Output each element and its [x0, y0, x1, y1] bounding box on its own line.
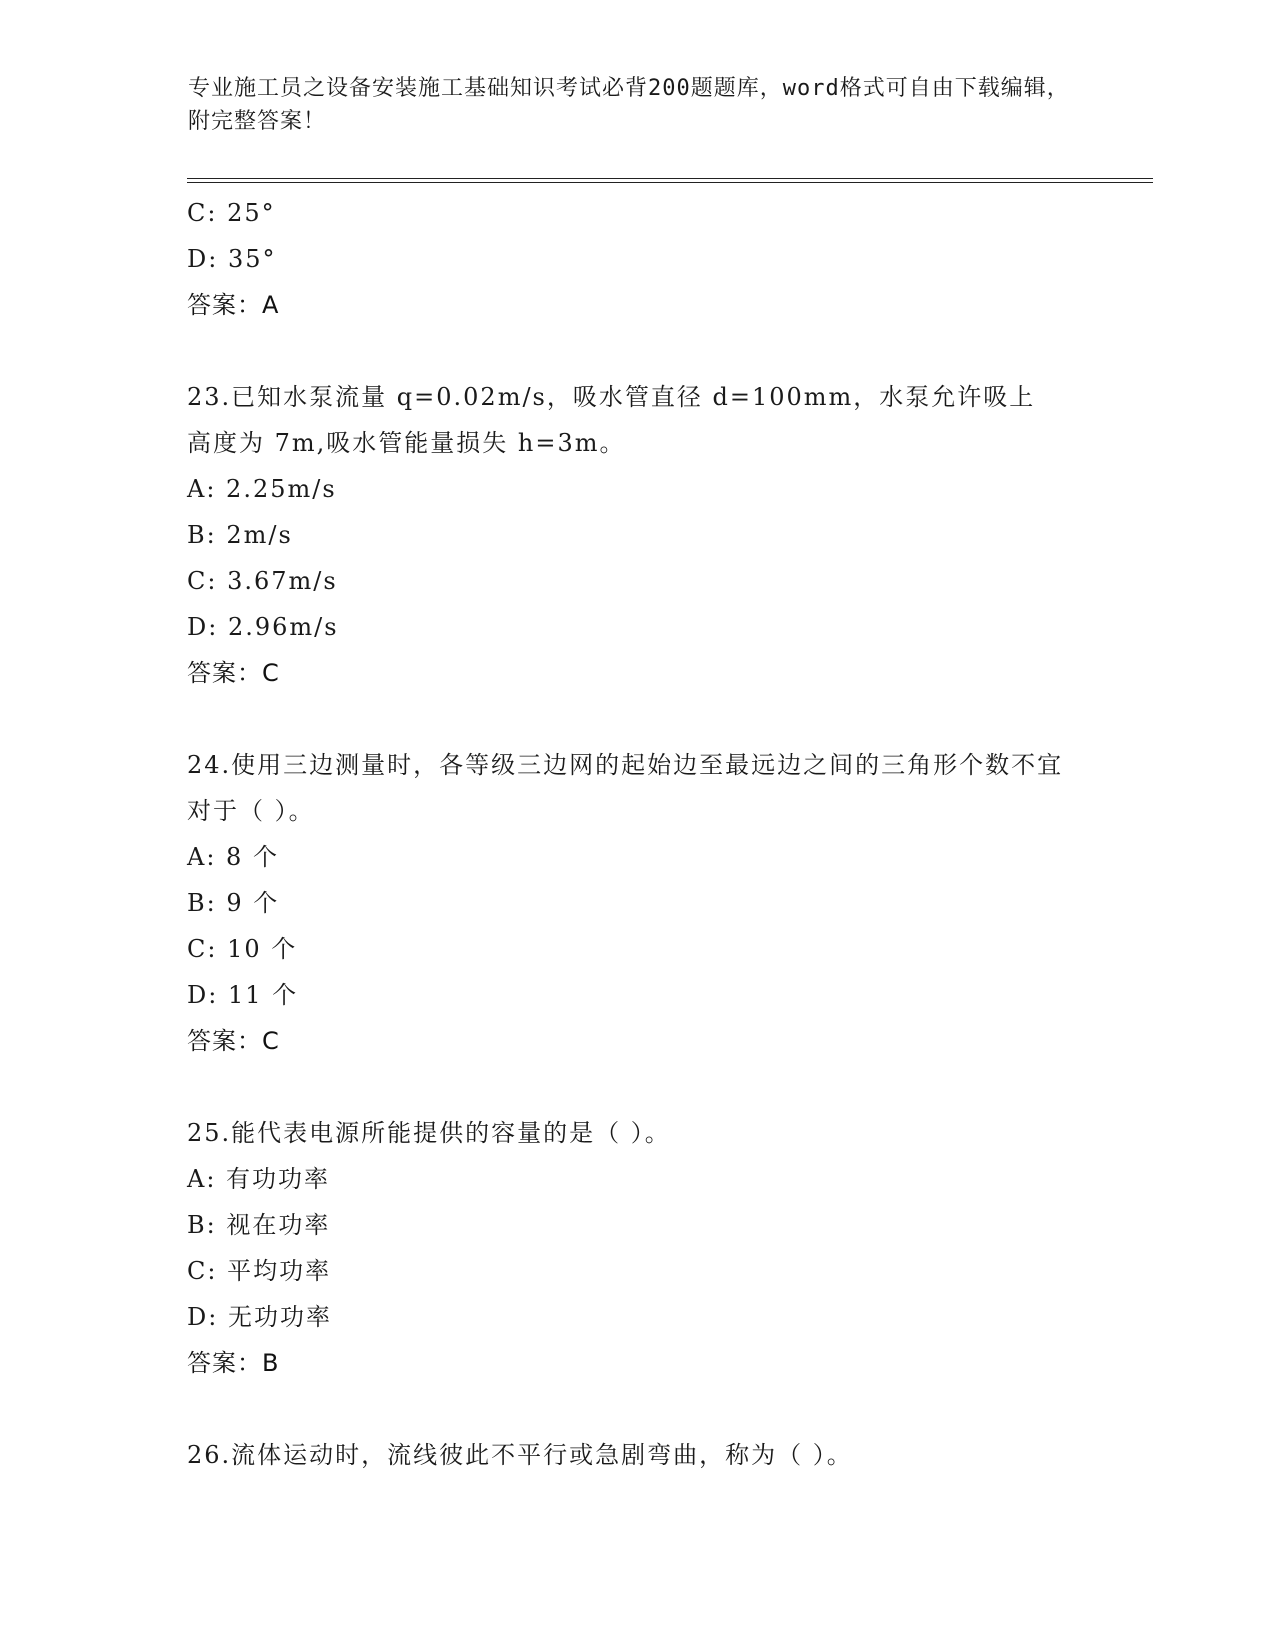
- spacer: [187, 1064, 1087, 1110]
- spacer: [187, 1386, 1087, 1432]
- answer-label: 答案：C: [187, 659, 280, 687]
- option-c: C: 25°: [187, 199, 276, 227]
- answer-label: 答案：C: [187, 1027, 280, 1055]
- question-stem: 23.已知水泵流量 q=0.02m/s，吸水管直径 d=100mm，水泵允许吸上高度为 7m,吸水管能量损失 h=3m。: [187, 383, 1036, 457]
- option-d: D: 11 个: [187, 981, 299, 1009]
- spacer: [187, 328, 1087, 374]
- question-25: [187, 1110, 1087, 1386]
- header-double-rule: [187, 178, 1153, 183]
- option-c: C: 3.67m/s: [187, 567, 338, 595]
- option-a: A: 有功功率: [187, 1165, 331, 1193]
- option-d: D: 2.96m/s: [187, 613, 339, 641]
- option-d: D: 35°: [187, 245, 277, 273]
- question-24: [187, 742, 1087, 1064]
- question-26: [187, 1432, 1087, 1478]
- option-b: B: 9 个: [187, 889, 280, 917]
- option-b: B: 2m/s: [187, 521, 293, 549]
- option-d: D: 无功功率: [187, 1303, 332, 1331]
- option-c: C: 平均功率: [187, 1257, 332, 1285]
- document-header-title: 专业施工员之设备安装施工基础知识考试必背200题题库，word格式可自由下载编辑，附完整答案！: [188, 76, 1070, 134]
- option-c: C: 10 个: [187, 935, 298, 963]
- option-b: B: 视在功率: [187, 1211, 331, 1239]
- question-list: [187, 190, 1087, 1478]
- option-a: A: 2.25m/s: [187, 475, 337, 503]
- question-stem: 24.使用三边测量时，各等级三边网的起始边至最远边之间的三角形个数不宜对于（ ）。: [187, 751, 1064, 825]
- answer-label: 答案：A: [187, 291, 280, 319]
- question-stem: 25.能代表电源所能提供的容量的是（ ）。: [187, 1119, 671, 1147]
- spacer: [187, 696, 1087, 742]
- question-stem: 26.流体运动时，流线彼此不平行或急剧弯曲，称为（ ）。: [187, 1441, 853, 1469]
- question-22-tail: [187, 190, 1087, 328]
- option-a: A: 8 个: [187, 843, 279, 871]
- answer-label: 答案：B: [187, 1349, 280, 1377]
- question-23: [187, 374, 1087, 696]
